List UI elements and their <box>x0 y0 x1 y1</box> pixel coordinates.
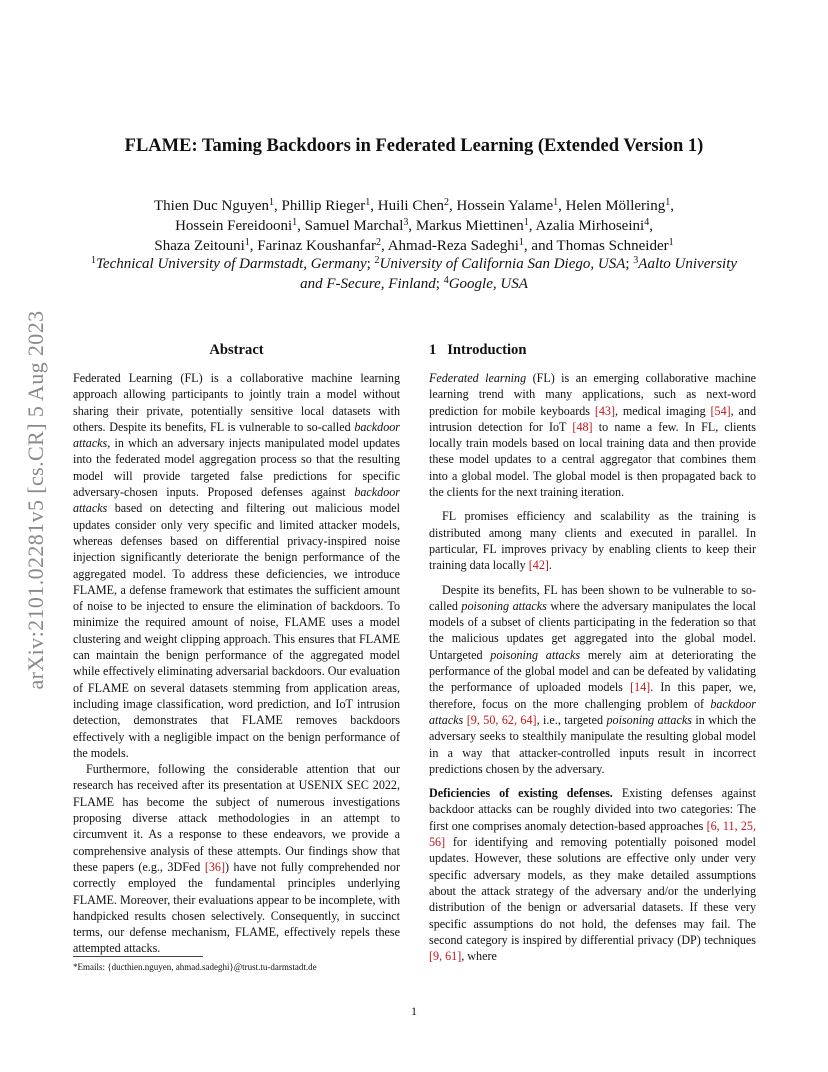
author-affiliation-mark: 1 <box>553 197 559 208</box>
right-column <box>429 340 756 964</box>
citation[interactable]: [42] <box>528 558 549 573</box>
author-name: Phillip Rieger <box>281 198 366 214</box>
author-list: Thien Duc Nguyen$^1$, Phillip Rieger$^1$, Huili Chen$^2$, Hossein Yalame$^1$, Helen Möllering$^1$, Hossein Fereidooni$^1$, Samuel Marchal$^3$, Markus Miettinen$^1$, Azalia Mirhoseini$^4$, Shaza Zeitouni$^1$, Farinaz Koushanfar$^2$, Ahmad-Reza Sadeghi$^1$, and Thomas Schneider$^1$ <box>154 197 674 254</box>
author-name: Hossein Yalame <box>456 198 554 214</box>
abstract-paragraph: Furthermore, following the considerable attention that our research has received after its presentation at USENIX SEC 2022, FLAME has become the subject of numerous investigations proposing diverse attack methodologies in an attempt to circumvent it. As a response to these endeavors, we provide a comprehensive analysis of these attempts. Our findings show that these papers (e.g., 3DFed [36]) have not fully comprehended nor correctly employed the fundamental principles underlying FLAME. Moreover, their evaluations appear to be incomplete, with handpicked results chosen selectively. Consequently, in succinct terms, our defense mechanism, FLAME, effectively repels these attempted attacks. <box>73 762 400 956</box>
author-affiliation-mark: 2 <box>376 237 381 248</box>
affiliation-name: Google, USA <box>448 276 528 292</box>
author-name: Samuel Marchal <box>304 218 404 234</box>
affiliation-number: 3 <box>633 255 639 266</box>
affiliation-name: University of California San Diego, USA <box>379 256 626 272</box>
author-name: Ahmad-Reza Sadeghi <box>387 238 519 254</box>
left-column <box>73 340 400 957</box>
page-number: 1 <box>411 1004 417 1018</box>
run-in-body: Existing defenses against backdoor attacks can be roughly divided into two categories: The first one comprises anomaly detection-based approaches [6, 11, 25, 56] for identifying and removing potentially poisoned model updates. However, these solutions are effective only under very specific adversary models, as they make detailed assumptions about the attack strategy of the adversary and/or the underlying distribution of the benign or adversarial datasets. If these very specific assumptions do not hold, the defenses may fail. The second category is inspired by differential privacy (DP) techniques [9, 61], where <box>429 786 756 964</box>
affiliation-list: $^1$Technical University of Darmstadt, Germany; $^2$University of California San Diego, USA; $^3$Aalto University and F-Secure, Finland; $^4$Google, USA <box>90 255 738 292</box>
abstract-paragraph: Federated Learning (FL) is a collaborative machine learning approach allowing participants to jointly train a model without sharing their private, potentially sensitive local datasets with others. Despite its benefits, FL is vulnerable to so-called backdoor attacks, in which an adversary injects manipulated model updates into the federated model aggregation process so that the resulting model will provide targeted false predictions for specific adversary-chosen inputs. Proposed defenses against backdoor attacks based on detecting and filtering out malicious model updates consider only very specific and limited attacker models, whereas defenses based on differential privacy-inspired noise injection significantly deteriorate the benign performance of the aggregated model. To address these deficiencies, we introduce FLAME, a defense framework that estimates the sufficient amount of noise to be injected to ensure the elimination of backdoors. To minimize the required amount of noise, FLAME uses a model clustering and weight clipping approach. This ensures that FLAME can maintain the benign performance of the aggregated model while effectively eliminating adversarial backdoors. Our evaluation of FLAME on several datasets stemming from application areas, including image classification, word prediction, and IoT intrusion detection, demonstrates that FLAME removes backdoors effectively with a negligible impact on the benign performance of the models. <box>73 371 400 760</box>
emphasis: poisoning attacks <box>490 647 581 662</box>
author-affiliation-mark: 1 <box>244 237 250 248</box>
author-name: Huili Chen <box>377 198 444 214</box>
author-name: Hossein Fereidooni <box>175 218 293 234</box>
affiliation-name: Aalto University and F-Secure, Finland <box>300 256 738 292</box>
citation[interactable]: [54] <box>710 403 731 418</box>
citation[interactable]: [9, 61] <box>429 949 462 964</box>
author-name: Thomas Schneider <box>556 238 669 254</box>
affiliation-number: 2 <box>374 255 380 266</box>
arxiv-stamp <box>24 290 48 710</box>
citation[interactable]: [43] <box>594 403 615 418</box>
author-name: Helen Möllering <box>565 198 666 214</box>
paper-title: FLAME: Taming Backdoors in Federated Learning (Extended Version 1) <box>124 136 704 156</box>
author-affiliation-mark: 1 <box>668 237 674 248</box>
author-name: Azalia Mirhoseini <box>535 218 645 234</box>
intro-paragraph: FL promises efficiency and scalability as the training is distributed among many clients and executed in parallel. In particular, FL improves privacy by enabling clients to keep their training data locally [42]. <box>429 509 756 573</box>
author-affiliation-mark: 1 <box>665 197 671 208</box>
intro-heading: 1 Introduction <box>429 342 527 358</box>
author-affiliation-mark: 1 <box>268 197 274 208</box>
citation[interactable]: [9, 50, 62, 64] <box>466 712 537 727</box>
intro-paragraph <box>429 785 756 964</box>
emphasis: Federated learning <box>429 371 527 385</box>
arxiv-stamp-text: arXiv:2101.02281v5 [cs.CR] 5 Aug 2023 <box>23 310 48 690</box>
intro-paragraph: Despite its benefits, FL has been shown to be vulnerable to so-called poisoning attacks where the adversary manipulates the local models of a subset of clients participating in the federation so that the malicious updates get aggregated into the global model. Untargeted poisoning attacks merely aim at deteriorating the performance of the global model and can be defeated by validating the performance of uploaded models [14]. In this paper, we, therefore, focus on the more challenging problem of backdoor attacks [9, 50, 62, 64], i.e., targeted poisoning attacks in which the adversary seeks to stealthily manipulate the resulting global model in a way that attacker-controlled inputs result in incorrect predictions chosen by the adversary. <box>429 582 757 776</box>
emphasis: backdoor attacks <box>429 696 756 727</box>
intro-paragraph: Federated learning (FL) is an emerging collaborative machine learning trend with many applications, such as next-word prediction for mobile keyboards [43], medical imaging [54], and intrusion detection for IoT [48] to name a few. In FL, clients locally train models based on local training data and then provide these model updates to a central aggregator that combines them into a global model. The global model is then propagated back to the clients for the next training iteration. <box>429 371 756 500</box>
author-name: Markus Miettinen <box>415 218 524 234</box>
run-in-heading: Deficiencies of existing defenses. <box>429 786 613 801</box>
author-affiliation-mark: 1 <box>292 217 298 228</box>
affiliation-number: 4 <box>443 275 449 286</box>
citation[interactable]: [6, 11, 25, 56] <box>429 818 756 850</box>
emphasis: poisoning attacks <box>606 712 692 727</box>
author-affiliation-mark: 1 <box>523 217 529 228</box>
affiliation-name: Technical University of Darmstadt, Germany <box>95 256 367 272</box>
author-affiliation-mark: 4 <box>644 217 650 228</box>
author-affiliation-mark: 2 <box>443 197 449 208</box>
author-name: Farinaz Koushanfar <box>257 238 376 254</box>
footnote-rule <box>73 956 203 957</box>
emphasis: backdoor attacks <box>73 419 400 451</box>
emphasis: backdoor attacks <box>73 485 400 516</box>
citation[interactable]: [36] <box>204 859 226 874</box>
author-name: Thien Duc Nguyen <box>154 198 269 214</box>
author-affiliation-mark: 1 <box>518 237 524 248</box>
footnote: *Emails: {ducthien.nguyen, ahmad.sadeghi}@trust.tu-darmstadt.de <box>73 962 317 972</box>
author-affiliation-mark: 3 <box>403 217 409 228</box>
author-name: Shaza Zeitouni <box>154 238 245 254</box>
emphasis: poisoning attacks <box>461 598 547 613</box>
abstract-heading: Abstract <box>209 342 264 358</box>
affiliation-number: 1 <box>90 255 96 266</box>
citation[interactable]: [14] <box>630 680 651 695</box>
author-affiliation-mark: 1 <box>365 197 371 208</box>
citation[interactable]: [48] <box>572 419 593 434</box>
